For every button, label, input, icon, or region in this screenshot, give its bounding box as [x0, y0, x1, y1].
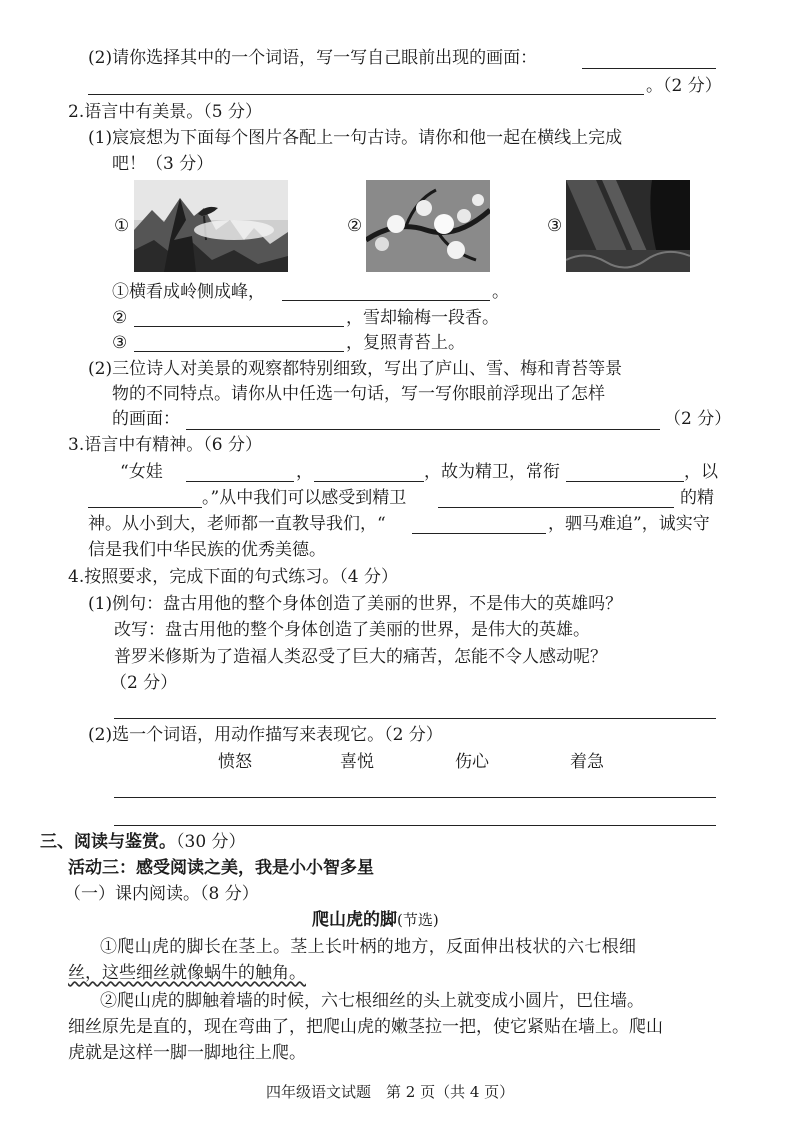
- passage-title: 爬山虎的脚: [312, 910, 397, 930]
- q4-answer-line-1[interactable]: [114, 718, 716, 719]
- passage-p2-c: 虎就是这样一脚一脚地往上爬。: [68, 1043, 306, 1063]
- q4-title: 4.按照要求，完成下面的句式练习。（4 分）: [68, 567, 398, 587]
- q2-sub2-line2: 物的不同特点。请你从中任选一句话，写一写你眼前浮现出了怎样: [112, 384, 605, 404]
- pic2-label: ②: [347, 216, 363, 236]
- q3-blank-3[interactable]: [566, 481, 684, 482]
- q3-l1-b: ，: [296, 462, 313, 482]
- q4-sub2: (2)选一个词语，用动作描写来表现它。（2 分）: [88, 725, 443, 745]
- q1-sub2-answer-line-2[interactable]: [88, 94, 644, 95]
- pic1-label: ①: [114, 216, 130, 236]
- q3-title: 3.语言中有精神。（6 分）: [68, 435, 262, 455]
- q2-sub2-score: （2 分）: [664, 409, 732, 429]
- section3-score: （30 分）: [176, 832, 246, 852]
- passage-p1-b: [68, 961, 306, 985]
- q1-sub2-score: 。（2 分）: [646, 76, 722, 96]
- q3-blank-1[interactable]: [186, 481, 294, 482]
- passage-p1-b-text: 丝，这些细丝就像蜗牛的触角。: [68, 963, 306, 983]
- q3-blank-2[interactable]: [314, 481, 424, 482]
- q2-title: 2.语言中有美景。（5 分）: [68, 102, 262, 122]
- q2-sub2-answer-line[interactable]: [186, 429, 660, 430]
- poem2-blank[interactable]: [134, 326, 344, 327]
- q4-rewrite: 改写：盘古用他的整个身体创造了美丽的世界，是伟大的英雄。: [114, 620, 590, 640]
- q3-l2-b: 的精: [680, 488, 714, 508]
- word-anxious: 着急: [570, 752, 604, 772]
- q4-task-score: （2 分）: [110, 673, 178, 693]
- word-angry: 愤怒: [218, 752, 252, 772]
- passage-note: (节选): [397, 911, 439, 929]
- q3-blank-5[interactable]: [438, 507, 674, 508]
- q1-sub2-prompt: (2)请你选择其中的一个词语，写一写自己眼前出现的画面：: [88, 48, 538, 68]
- q2-sub1-line1: (1)宸宸想为下面每个图片各配上一句古诗。请你和他一起在横线上完成: [88, 128, 623, 148]
- poem1-blank[interactable]: [282, 300, 490, 301]
- forest-moss-image: [566, 180, 690, 272]
- q3-blank-6[interactable]: [412, 533, 546, 534]
- q2-sub2-line3: 的画面：: [112, 409, 180, 429]
- q3-l4: 信是我们中华民族的优秀美德。: [88, 540, 326, 560]
- poem1-suffix: 。: [492, 282, 509, 302]
- reading-part1-title: （一）课内阅读。（8 分）: [64, 884, 259, 904]
- q3-l2-a: 。”从中我们可以感受到精卫: [202, 488, 407, 508]
- poem3-suffix: ，复照青苔上。: [346, 333, 465, 353]
- section3-title: 三、阅读与鉴赏。: [40, 832, 176, 852]
- q4-answer-line-3[interactable]: [114, 825, 716, 826]
- plum-blossom-image: [366, 180, 490, 272]
- q1-sub2-answer-line-1[interactable]: [582, 68, 716, 69]
- word-happy: 喜悦: [340, 752, 374, 772]
- word-sad: 伤心: [455, 752, 489, 772]
- q2-sub2-line1: (2)三位诗人对美景的观察都特别细致，写出了庐山、雪、梅和青苔等景: [88, 359, 623, 379]
- q4-example: (1)例句：盘古用他的整个身体创造了美丽的世界，不是伟大的英雄吗？: [88, 594, 623, 614]
- activity-title: 活动三：感受阅读之美，我是小小智多星: [68, 858, 374, 878]
- q3-l3-a: 神。从小到大，老师都一直教导我们，“: [88, 514, 386, 534]
- q3-l1-d: ，以: [684, 462, 718, 482]
- poem2-suffix: ，雪却输梅一段香。: [346, 308, 499, 328]
- poem3-blank[interactable]: [134, 351, 344, 352]
- q3-l1-a: “女娃: [120, 462, 163, 482]
- q3-l3-b: ，驷马难追”，诚实守: [548, 514, 710, 534]
- passage-p2-b: 细丝原先是直的，现在弯曲了，把爬山虎的嫩茎拉一把，使它紧贴在墙上。爬山: [68, 1017, 663, 1037]
- q2-sub1-line2: 吧！（3 分）: [112, 154, 214, 174]
- poem1-prefix: ①横看成岭侧成峰，: [112, 282, 265, 302]
- q4-answer-line-2[interactable]: [114, 797, 716, 798]
- page-footer: 四年级语文试题 第 2 页（共 4 页）: [266, 1083, 515, 1101]
- passage-p2-a: ②爬山虎的脚触着墙的时候，六七根细丝的头上就变成小圆片，巴住墙。: [100, 991, 644, 1011]
- passage-p1-a: ①爬山虎的脚长在茎上。茎上长叶柄的地方，反面伸出枝状的六七根细: [100, 937, 637, 957]
- q3-l1-c: ，故为精卫，常衔: [424, 462, 560, 482]
- poem2-prefix: ②: [112, 308, 128, 328]
- mountain-image: [134, 180, 288, 272]
- pic3-label: ③: [547, 216, 563, 236]
- q4-task: 普罗米修斯为了造福人类忍受了巨大的痛苦，怎能不令人感动呢？: [114, 647, 607, 667]
- q3-blank-4[interactable]: [88, 507, 202, 508]
- poem3-prefix: ③: [112, 333, 128, 353]
